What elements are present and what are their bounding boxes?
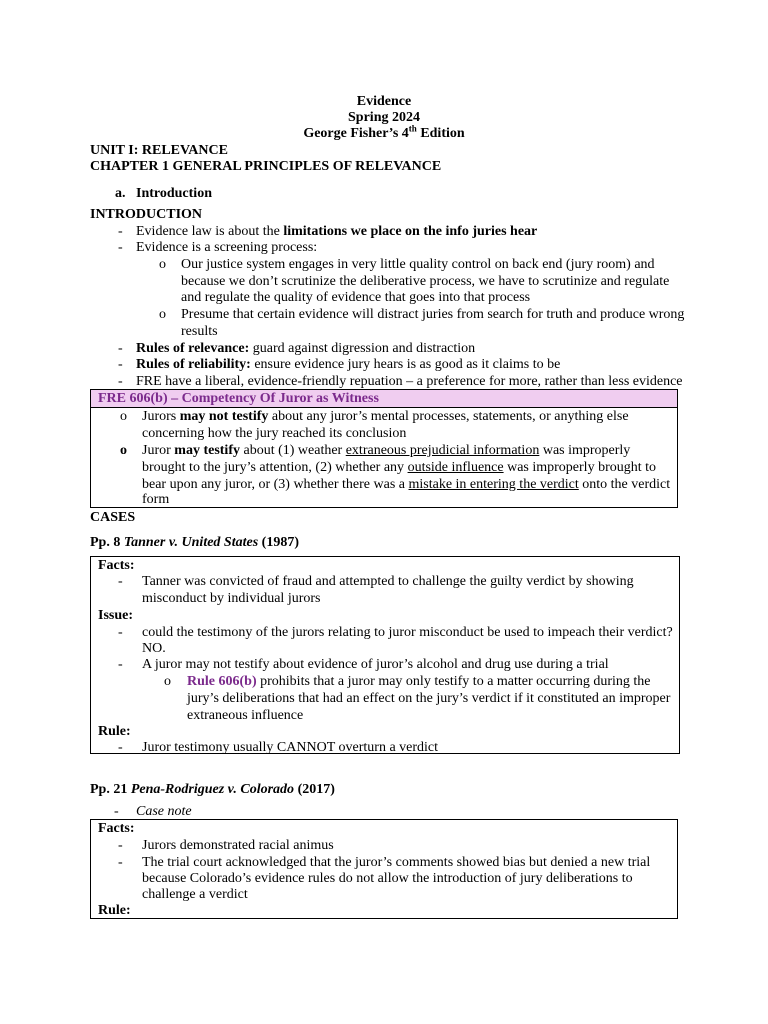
pena-case-note: Case note — [136, 804, 192, 819]
circle-bullet: o — [120, 409, 127, 424]
pena-fact-2-line-3: challenge a verdict — [142, 887, 248, 902]
b4-bold: Rules of reliability: — [136, 357, 251, 372]
tanner-fact-line-2: misconduct by individual jurors — [142, 591, 321, 606]
book-sup: th — [408, 123, 417, 134]
subsection-marker: a. — [115, 186, 126, 201]
b3-bold: Rules of relevance: — [136, 341, 250, 356]
dash-bullet: - — [118, 374, 123, 389]
i1-pre: Jurors — [142, 409, 180, 424]
doc-title: Evidence — [356, 94, 412, 109]
fre-606b-title: FRE 606(b) – Competency Of Juror as Witness — [98, 391, 379, 406]
rule-606b-text: prohibits that a juror may only testify to a matter occurring during the — [256, 674, 651, 689]
intro-bullet-4 — [136, 356, 560, 373]
intro-bullet-3 — [136, 340, 475, 357]
dash-bullet: - — [118, 357, 123, 372]
chapter-heading: CHAPTER 1 GENERAL PRINCIPLES OF RELEVANCE — [90, 159, 442, 174]
tanner-year: (1987) — [258, 535, 299, 550]
tanner-issue-line-1: could the testimony of the jurors relating to juror misconduct be used to impeach their verdict? — [142, 625, 673, 640]
tanner-issue-label: Issue: — [98, 608, 134, 623]
i2-mid1: about (1) weather — [239, 443, 346, 458]
sub-bullet-1-line-3: and regulate the quality of evidence that goes into that process — [181, 290, 531, 305]
fre-item-2-line-2 — [142, 459, 656, 476]
pena-facts-label: Facts: — [98, 821, 135, 836]
tanner-box — [90, 556, 680, 754]
i2-l2-pre: brought to the jury’s attention, (2) whether any — [142, 460, 408, 475]
book-text: George Fisher’s 4 — [303, 126, 409, 141]
unit-heading: UNIT I: RELEVANCE — [90, 143, 228, 158]
sub-bullet-2-line-1: Presume that certain evidence will distract juries from search for truth and produce wrong — [181, 307, 685, 322]
dash-bullet: - — [118, 224, 123, 239]
tanner-pp: Pp. 8 — [90, 535, 124, 550]
sub-bullet-2-line-2: results — [181, 324, 218, 339]
cases-heading: CASES — [90, 510, 136, 525]
i1-rest: about any juror’s mental processes, statements, or anything else — [268, 409, 629, 424]
dash-bullet: - — [114, 804, 119, 819]
i2-mid2: was improperly — [539, 443, 631, 458]
tanner-issue-line-2: NO. — [142, 641, 166, 656]
fre-item-2-line-4: form — [142, 492, 170, 507]
pena-year: (2017) — [294, 782, 335, 797]
dash-bullet: - — [118, 341, 123, 356]
tanner-facts-label: Facts: — [98, 558, 135, 573]
i2-pre: Juror — [142, 443, 175, 458]
intro-heading: INTRODUCTION — [90, 207, 203, 222]
tanner-case-title — [90, 534, 299, 551]
tanner-issue-bullet-2: A juror may not testify about evidence of juror’s alcohol and drug use during a trial — [142, 657, 609, 672]
tanner-rule-606b-line-3: extraneous influence — [187, 708, 304, 723]
book-edition: Edition — [416, 126, 465, 141]
pena-case-title — [90, 781, 335, 798]
rule-606b-label: Rule 606(b) — [187, 674, 257, 689]
dash-bullet: - — [118, 240, 123, 255]
pena-rule-label: Rule: — [98, 903, 131, 918]
circle-bullet: o — [120, 443, 127, 458]
pena-name: Pena-Rodriguez v. Colorado — [130, 782, 295, 797]
tanner-rule-line: Juror testimony usually CANNOT overturn a verdict — [142, 740, 439, 755]
tanner-fact-line-1: Tanner was convicted of fraud and attempted to challenge the guilty verdict by showing — [142, 574, 634, 589]
dash-bullet: - — [118, 740, 123, 755]
b1-bold: limitations we place on the info juries hear — [283, 224, 538, 239]
i2-l3-pre: bear upon any juror, or (3) whether there was a — [142, 477, 409, 492]
fre-item-1-line-2: concerning how the jury reached its conclusion — [142, 426, 407, 441]
dash-bullet: - — [118, 855, 123, 870]
intro-bullet-5: FRE have a liberal, evidence-friendly repuation – a preference for more, rather than less evidence — [136, 374, 683, 389]
sub-bullet-1-line-1: Our justice system engages in very little quality control on back end (jury room) and — [181, 257, 655, 272]
pena-fact-2-line-1: The trial court acknowledged that the juror’s comments showed bias but denied a new trial — [142, 855, 651, 870]
i2-underline-1: extraneous prejudicial information — [345, 443, 540, 458]
dash-bullet: - — [118, 574, 123, 589]
fre-item-2-line-3 — [142, 476, 670, 493]
circle-bullet: o — [164, 674, 171, 689]
subsection-label: Introduction — [136, 186, 212, 201]
intro-bullet-2: Evidence is a screening process: — [136, 240, 318, 255]
sub-bullet-1-line-2: because we don’t scrutinize the deliberative process, we have to scrutinize and regulate — [181, 274, 670, 289]
doc-term: Spring 2024 — [348, 110, 420, 125]
dash-bullet: - — [118, 625, 123, 640]
i2-l3-post: onto the verdict — [578, 477, 671, 492]
fre-item-1-line-1 — [142, 408, 629, 425]
b3-text: guard against digression and distraction — [249, 341, 476, 356]
tanner-rule-606b-line-1 — [187, 673, 650, 690]
b1-text: Evidence law is about the — [136, 224, 284, 239]
tanner-rule-606b-line-2: jury’s deliberations that had an effect on the jury’s verdict if it constituted an improper — [187, 691, 671, 706]
pena-pp: Pp. 21 — [90, 782, 131, 797]
i2-underline-3: mistake in entering the verdict — [408, 477, 579, 492]
doc-book — [0, 125, 768, 142]
intro-bullet-1 — [136, 223, 537, 240]
pena-fact-1: Jurors demonstrated racial animus — [142, 838, 334, 853]
tanner-rule-label: Rule: — [98, 724, 131, 739]
i1-bold: may not testify — [179, 409, 269, 424]
dash-bullet: - — [118, 838, 123, 853]
pena-fact-2-line-2: because Colorado’s evidence rules do not allow the introduction of jury deliberations to — [142, 871, 633, 886]
circle-bullet: o — [159, 257, 166, 272]
fre-606b-box — [90, 389, 678, 508]
circle-bullet: o — [159, 307, 166, 322]
dash-bullet: - — [118, 657, 123, 672]
i2-underline-2: outside influence — [407, 460, 504, 475]
i2-l2-post: was improperly brought to — [503, 460, 657, 475]
i2-bold: may testify — [174, 443, 240, 458]
tanner-name: Tanner v. United States — [123, 535, 259, 550]
b4-text: ensure evidence jury hears is as good as it claims to be — [250, 357, 561, 372]
pena-box — [90, 819, 678, 919]
fre-item-2-line-1 — [142, 442, 630, 459]
